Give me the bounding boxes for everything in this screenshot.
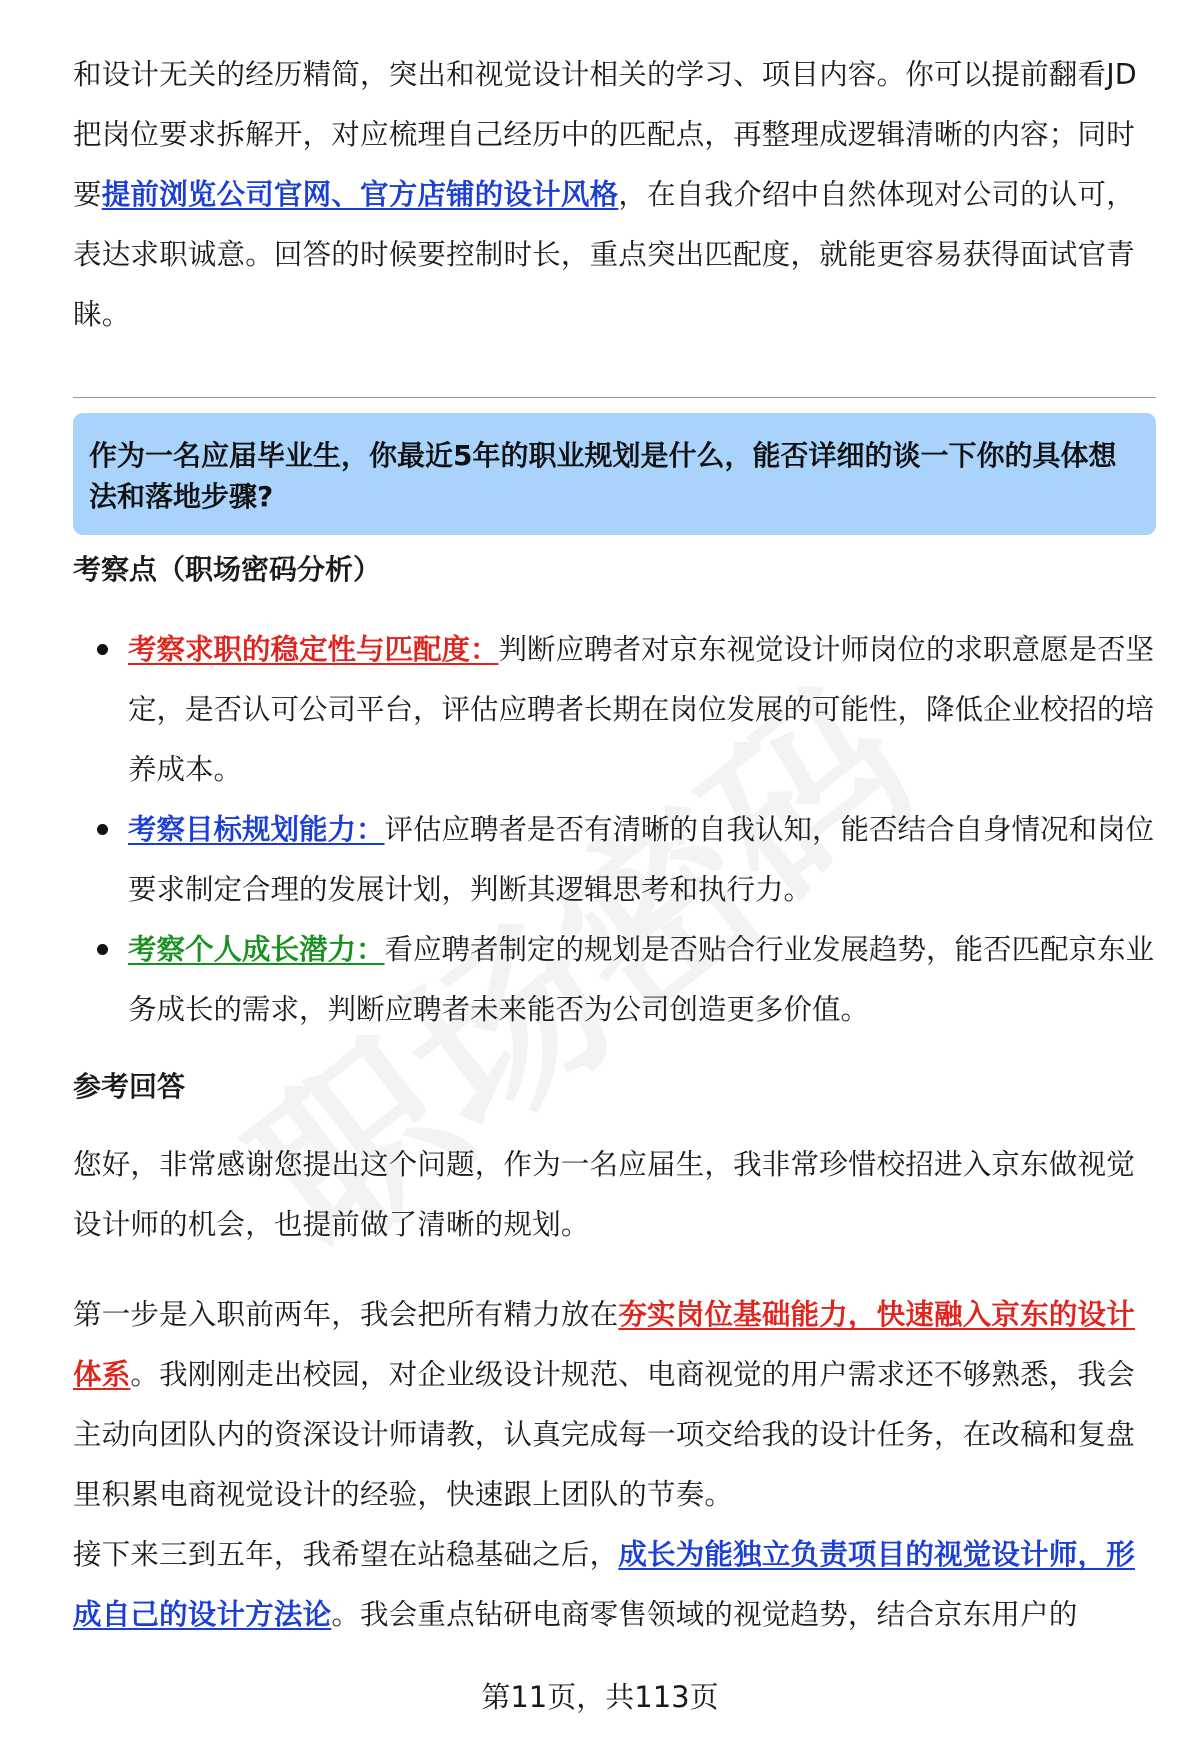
analysis-point	[73, 620, 1156, 800]
analysis-point	[73, 920, 1156, 1040]
intro-text-2: ，在自我介绍中自然体现对公司的认可，表达求职诚意。回答的时候要控制时长，重点突出匹配度，就能更容易获得面试官青睐。	[73, 178, 1135, 331]
answer-p2-post: 。我刚刚走出校园，对企业级设计规范、电商视觉的用户需求还不够熟悉，我会主动向团队内的资深设计师请教，认真完成每一项交给我的设计任务，在改稿和复盘里积累电商视觉设计的经验，快速跟上团队的节奏。	[73, 1358, 1135, 1511]
question-text: 作为一名应届毕业生，你最近5年的职业规划是什么，能否详细的谈一下你的具体想法和落地步骤?	[89, 439, 1117, 513]
analysis-heading: 考察点（职场密码分析）	[73, 553, 382, 586]
point-label: 考察个人成长潜力：	[128, 933, 385, 966]
answer-paragraph-2	[73, 1285, 1143, 1525]
point-text: 判断应聘者对京东视觉设计师岗位的求职意愿是否坚定，是否认可公司平台，评估应聘者长期在岗位发展的可能性，降低企业校招的培养成本。	[128, 633, 1155, 786]
bullet-icon	[97, 824, 108, 835]
answer-paragraph-1	[73, 1135, 1143, 1255]
answer-heading: 参考回答	[73, 1070, 186, 1103]
bullet-icon	[97, 644, 108, 655]
answer-p3-pre: 接下来三到五年，我希望在站稳基础之后，	[73, 1538, 619, 1571]
section-divider	[73, 397, 1156, 398]
answer-p3-post: 。我会重点钻研电商零售领域的视觉趋势，结合京东用户的	[331, 1598, 1078, 1631]
answer-p2-pre: 第一步是入职前两年，我会把所有精力放在	[73, 1298, 619, 1331]
answer-paragraph-3	[73, 1525, 1143, 1645]
answer-text-1: 您好，非常感谢您提出这个问题，作为一名应届生，我非常珍惜校招进入京东做视觉设计师的机会，也提前做了清晰的规划。	[73, 1148, 1135, 1241]
answer-p3-highlight: 成长为能独立负责项目的视觉设计师，形成自己的设计方法论	[73, 1538, 1135, 1631]
intro-highlight: 提前浏览公司官网、官方店铺的设计风格	[101, 178, 619, 211]
bullet-icon	[97, 944, 108, 955]
point-label: 考察目标规划能力：	[128, 813, 385, 846]
point-text: 看应聘者制定的规划是否贴合行业发展趋势，能否匹配京东业务成长的需求，判断应聘者未来能否为公司创造更多价值。	[128, 933, 1155, 1026]
analysis-point	[73, 800, 1156, 920]
point-label: 考察求职的稳定性与匹配度：	[128, 633, 499, 666]
intro-paragraph	[73, 45, 1143, 345]
answer-p2-highlight: 夯实岗位基础能力，快速融入京东的设计体系	[73, 1298, 1135, 1391]
analysis-list	[73, 620, 1156, 1040]
point-text: 评估应聘者是否有清晰的自我认知，能否结合自身情况和岗位要求制定合理的发展计划，判断其逻辑思考和执行力。	[128, 813, 1155, 906]
intro-text-1: 和设计无关的经历精简，突出和视觉设计相关的学习、项目内容。你可以提前翻看JD把岗位要求拆解开，对应梳理自己经历中的匹配点，再整理成逻辑清晰的内容；同时要	[73, 58, 1137, 211]
page-number: 第11页，共113页	[481, 1680, 719, 1714]
question-box	[73, 413, 1156, 535]
